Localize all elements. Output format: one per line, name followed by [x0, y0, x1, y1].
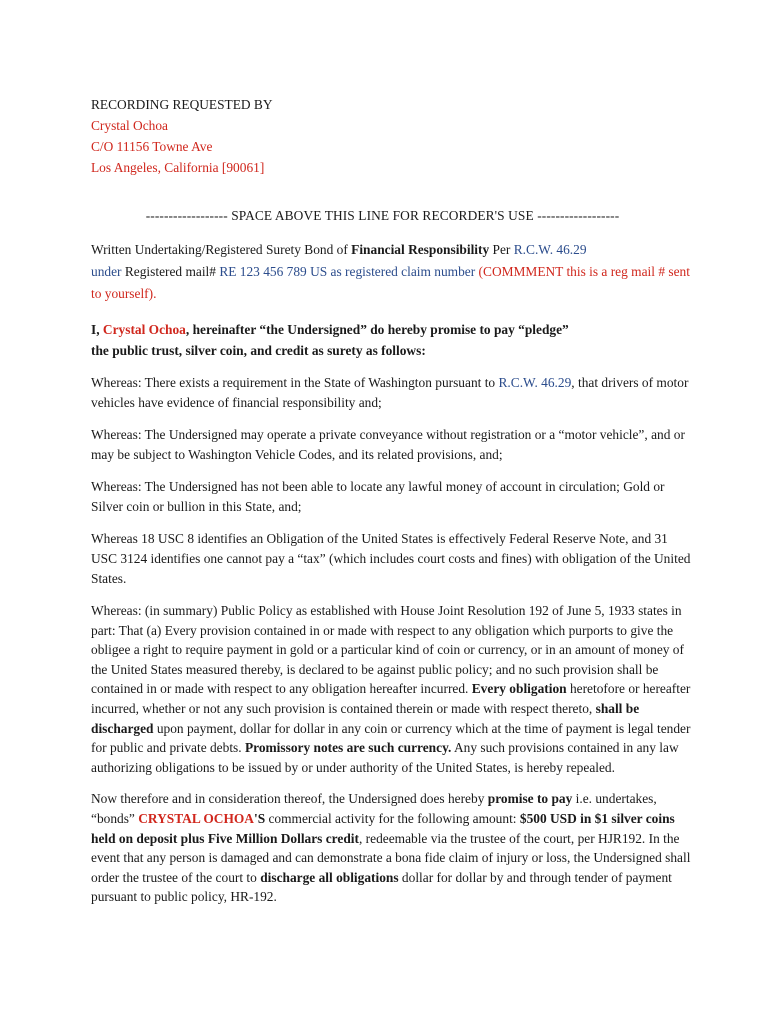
- intro-under: under: [91, 264, 122, 279]
- pledge-name: Crystal Ochoa: [102, 322, 186, 337]
- intro-paragraph: [91, 239, 691, 305]
- pledge-text-2: the public trust, silver coin, and credit as surety as follows:: [91, 343, 426, 358]
- rcw-reference: R.C.W. 46.29: [513, 242, 587, 257]
- whereas-1-rcw: R.C.W. 46.29: [498, 375, 572, 390]
- whereas-5-text-2: heretofore or hereafter incurred, whether or not any such provision is contained therein or made with respect thereto,: [91, 681, 691, 716]
- whereas-5-text: Whereas: (in summary) Public Policy as established with House Joint Resolution 192 of June 5, 1933 states in part: That (a) Every provision contained in or made with respect to any obligation which purports to give the obligee a right to require payment in gold or a particular kind of coin or currency, or in an amount of money of the United States measured thereby, is declared to be against public policy; and no such provision shall be contained in or made with respect to any obligation hereafter incurred.: [91, 603, 684, 697]
- whereas-paragraph-2: Whereas: The Undersigned may operate a private conveyance without registration or a “motor vehicle”, and or may be subject to Washington Vehicle Codes, and its related provisions, and;: [91, 427, 685, 462]
- recorder-separator: ------------------ SPACE ABOVE THIS LINE FOR RECORDER'S USE ------------------: [145, 208, 620, 223]
- intro-registered-mail: Registered mail#: [121, 264, 220, 279]
- requester-name: Crystal Ochoa: [91, 118, 168, 133]
- whereas-5-text-4: Any such provisions contained in any law authorizing obligations to be issued by or under authority of the United States, is hereby repealed.: [91, 740, 679, 775]
- bond-name-possessive: 'S: [253, 810, 266, 826]
- requester-city: Los Angeles, California [90061]: [91, 160, 265, 175]
- recording-header: [91, 94, 691, 178]
- whereas-5-text-3: upon payment, dollar for dollar in any coin or currency which at the time of payment is legal tender for public and private debts.: [91, 720, 691, 756]
- now-therefore-text-3: commercial activity for the following amount:: [265, 810, 520, 826]
- now-therefore-text-2: i.e. undertakes, “bonds”: [91, 791, 657, 826]
- intro-bold-financial-responsibility: Financial Responsibility: [351, 242, 490, 257]
- promise-to-pay: promise to pay: [487, 791, 573, 807]
- discharge-all-obligations: discharge all obligations: [260, 869, 399, 885]
- intro-text: Written Undertaking/Registered Surety Bond of: [91, 242, 352, 257]
- whereas-1-text: Whereas: There exists a requirement in the State of Washington pursuant to: [91, 375, 499, 390]
- bond-amount: $500 USD in $1 silver coins held on deposit plus Five Million Dollars credit: [91, 810, 675, 846]
- now-therefore-paragraph: [91, 789, 691, 907]
- pledge-i: I,: [91, 322, 103, 337]
- whereas-1-text-2: , that drivers of motor vehicles have evidence of financial responsibility and;: [91, 375, 689, 410]
- whereas-5-promissory-notes: Promissory notes are such currency.: [244, 740, 452, 756]
- intro-comment: (COMMMENT this is a reg mail # sent to yourself).: [91, 264, 690, 301]
- pledge-text: , hereinafter “the Undersigned” do hereby promise to pay “pledge”: [185, 322, 569, 337]
- whereas-5-every-obligation: Every obligation: [471, 681, 567, 697]
- whereas-paragraph-4: Whereas 18 USC 8 identifies an Obligation of the United States is effectively Federal Reserve Note, and 31 USC 3124 identifies one cannot pay a “tax” (which includes court costs and fines) with obligation of the United States.: [91, 531, 691, 586]
- now-therefore-text-4: , redeemable via the trustee of the court, per HJR192. In the event that any person is damaged and can demonstrate a bona fide claim of injury or loss, the Undersigned shall order the trustee of the court to: [91, 830, 691, 885]
- now-therefore-text-5: dollar for dollar by and through tender of payment pursuant to public policy, HR-192.: [91, 869, 672, 905]
- whereas-paragraph-3: Whereas: The Undersigned has not been able to locate any lawful money of account in circulation; Gold or Silver coin or bullion in this State, and;: [91, 479, 665, 514]
- intro-text-per: Per: [489, 242, 514, 257]
- pledge-paragraph: [91, 319, 691, 361]
- whereas-5-shall-be-discharged: shall be discharged: [91, 700, 640, 736]
- whereas-paragraph-5: [91, 601, 691, 777]
- whereas-paragraph-1: [91, 373, 691, 413]
- now-therefore-text: Now therefore and in consideration thereof, the Undersigned does hereby: [91, 791, 488, 807]
- document-body: [91, 94, 691, 907]
- recording-requested-label: RECORDING REQUESTED BY: [91, 97, 273, 112]
- bond-name: CRYSTAL OCHOA: [138, 810, 254, 826]
- requester-address: C/O 11156 Towne Ave: [91, 139, 213, 154]
- registered-claim-number: RE 123 456 789 US as registered claim number: [219, 264, 476, 279]
